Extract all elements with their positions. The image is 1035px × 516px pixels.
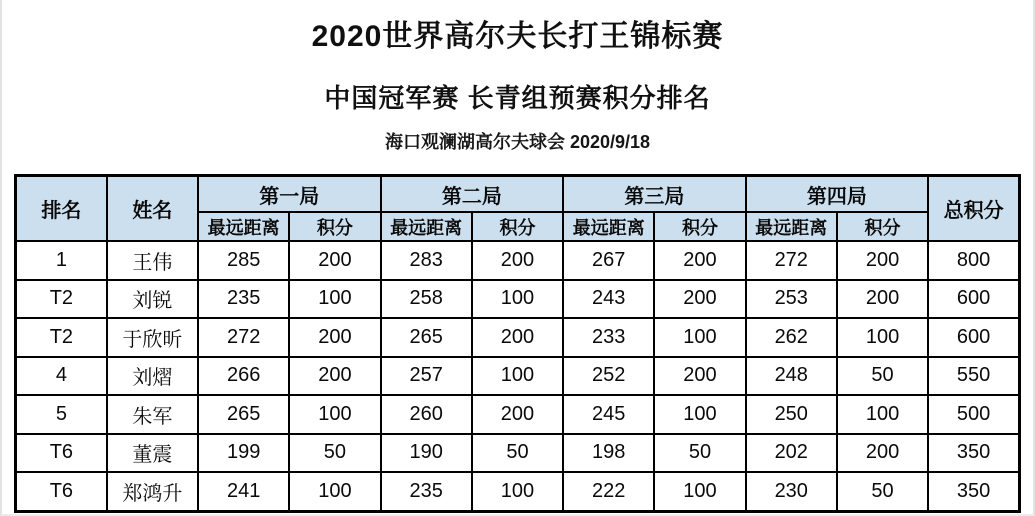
- score-cell: 253: [746, 280, 837, 319]
- score-cell: 285: [198, 241, 289, 280]
- score-cell: 200: [472, 395, 563, 434]
- score-cell: 100: [837, 395, 928, 434]
- score-cell: 200: [289, 318, 380, 357]
- score-cell: 233: [563, 318, 654, 357]
- score-cell: 200: [472, 318, 563, 357]
- score-cell: 257: [381, 357, 472, 396]
- name-cell: 王伟: [107, 241, 198, 280]
- score-cell: 190: [381, 434, 472, 473]
- score-cell: 600: [928, 318, 1019, 357]
- score-cell: 100: [654, 395, 745, 434]
- name-cell: 刘熠: [107, 357, 198, 396]
- col-header-name: 姓名: [107, 176, 198, 242]
- score-cell: 350: [928, 472, 1019, 511]
- col-header-points-4: 积分: [837, 212, 928, 241]
- score-cell: 235: [381, 472, 472, 511]
- score-cell: 100: [837, 318, 928, 357]
- venue-date-line: 海口观澜湖高尔夫球会 2020/9/18: [384, 132, 651, 152]
- score-cell: 258: [381, 280, 472, 319]
- score-cell: 50: [837, 357, 928, 396]
- table-row: [16, 280, 1020, 319]
- col-header-round-4: 第四局: [746, 176, 929, 213]
- score-cell: 50: [654, 434, 745, 473]
- score-cell: 265: [198, 395, 289, 434]
- score-cell: 100: [472, 280, 563, 319]
- score-cell: 265: [381, 318, 472, 357]
- col-header-total: 总积分: [928, 176, 1019, 242]
- rank-cell: 1: [16, 241, 107, 280]
- name-cell: 朱军: [107, 395, 198, 434]
- col-header-round-2: 第二局: [381, 176, 564, 213]
- score-cell: 200: [472, 241, 563, 280]
- table-row: [16, 434, 1020, 473]
- rank-cell: T6: [16, 472, 107, 511]
- score-cell: 200: [654, 357, 745, 396]
- score-cell: 550: [928, 357, 1019, 396]
- score-cell: 100: [289, 280, 380, 319]
- score-cell: 350: [928, 434, 1019, 473]
- name-cell: 董震: [107, 434, 198, 473]
- name-cell: 郑鸿升: [107, 472, 198, 511]
- score-cell: 272: [198, 318, 289, 357]
- score-cell: 200: [837, 434, 928, 473]
- header-row-rounds: [16, 176, 1020, 213]
- page-subtitle: 中国冠军赛 长青组预赛积分排名: [324, 83, 711, 113]
- score-cell: 200: [289, 241, 380, 280]
- rank-cell: 4: [16, 357, 107, 396]
- score-cell: 267: [563, 241, 654, 280]
- score-cell: 500: [928, 395, 1019, 434]
- score-cell: 241: [198, 472, 289, 511]
- table-body: [16, 241, 1020, 511]
- score-cell: 222: [563, 472, 654, 511]
- score-cell: 800: [928, 241, 1019, 280]
- standings-table: [14, 174, 1021, 513]
- table-header: [16, 176, 1020, 242]
- score-cell: 199: [198, 434, 289, 473]
- score-cell: 245: [563, 395, 654, 434]
- col-header-distance-2: 最远距离: [381, 212, 472, 241]
- table-row: [16, 318, 1020, 357]
- score-cell: 266: [198, 357, 289, 396]
- score-cell: 262: [746, 318, 837, 357]
- score-cell: 202: [746, 434, 837, 473]
- score-cell: 235: [198, 280, 289, 319]
- score-cell: 248: [746, 357, 837, 396]
- score-cell: 260: [381, 395, 472, 434]
- table-row: [16, 472, 1020, 511]
- name-cell: 于欣昕: [107, 318, 198, 357]
- name-cell: 刘锐: [107, 280, 198, 319]
- rank-cell: 5: [16, 395, 107, 434]
- col-header-points-3: 积分: [654, 212, 745, 241]
- page-title: 2020世界高尔夫长打王锦标赛: [311, 20, 724, 53]
- rank-cell: T2: [16, 318, 107, 357]
- score-cell: 100: [472, 357, 563, 396]
- rank-cell: T6: [16, 434, 107, 473]
- score-cell: 200: [654, 280, 745, 319]
- score-cell: 100: [654, 472, 745, 511]
- col-header-distance-3: 最远距离: [563, 212, 654, 241]
- score-cell: 50: [289, 434, 380, 473]
- col-header-points-2: 积分: [472, 212, 563, 241]
- score-cell: 100: [289, 472, 380, 511]
- table-row: [16, 395, 1020, 434]
- score-cell: 100: [289, 395, 380, 434]
- col-header-distance-4: 最远距离: [746, 212, 837, 241]
- col-header-round-1: 第一局: [198, 176, 381, 213]
- score-cell: 252: [563, 357, 654, 396]
- score-cell: 243: [563, 280, 654, 319]
- score-cell: 200: [654, 241, 745, 280]
- col-header-rank: 排名: [16, 176, 107, 242]
- score-cell: 283: [381, 241, 472, 280]
- score-cell: 272: [746, 241, 837, 280]
- table-row: [16, 241, 1020, 280]
- rank-cell: T2: [16, 280, 107, 319]
- score-cell: 200: [837, 241, 928, 280]
- col-header-distance-1: 最远距离: [198, 212, 289, 241]
- score-cell: 100: [472, 472, 563, 511]
- score-cell: 50: [472, 434, 563, 473]
- score-cell: 250: [746, 395, 837, 434]
- score-cell: 200: [837, 280, 928, 319]
- score-cell: 50: [837, 472, 928, 511]
- score-cell: 100: [654, 318, 745, 357]
- score-cell: 230: [746, 472, 837, 511]
- col-header-points-1: 积分: [289, 212, 380, 241]
- score-cell: 200: [289, 357, 380, 396]
- table-row: [16, 357, 1020, 396]
- col-header-round-3: 第三局: [563, 176, 746, 213]
- score-cell: 600: [928, 280, 1019, 319]
- score-cell: 198: [563, 434, 654, 473]
